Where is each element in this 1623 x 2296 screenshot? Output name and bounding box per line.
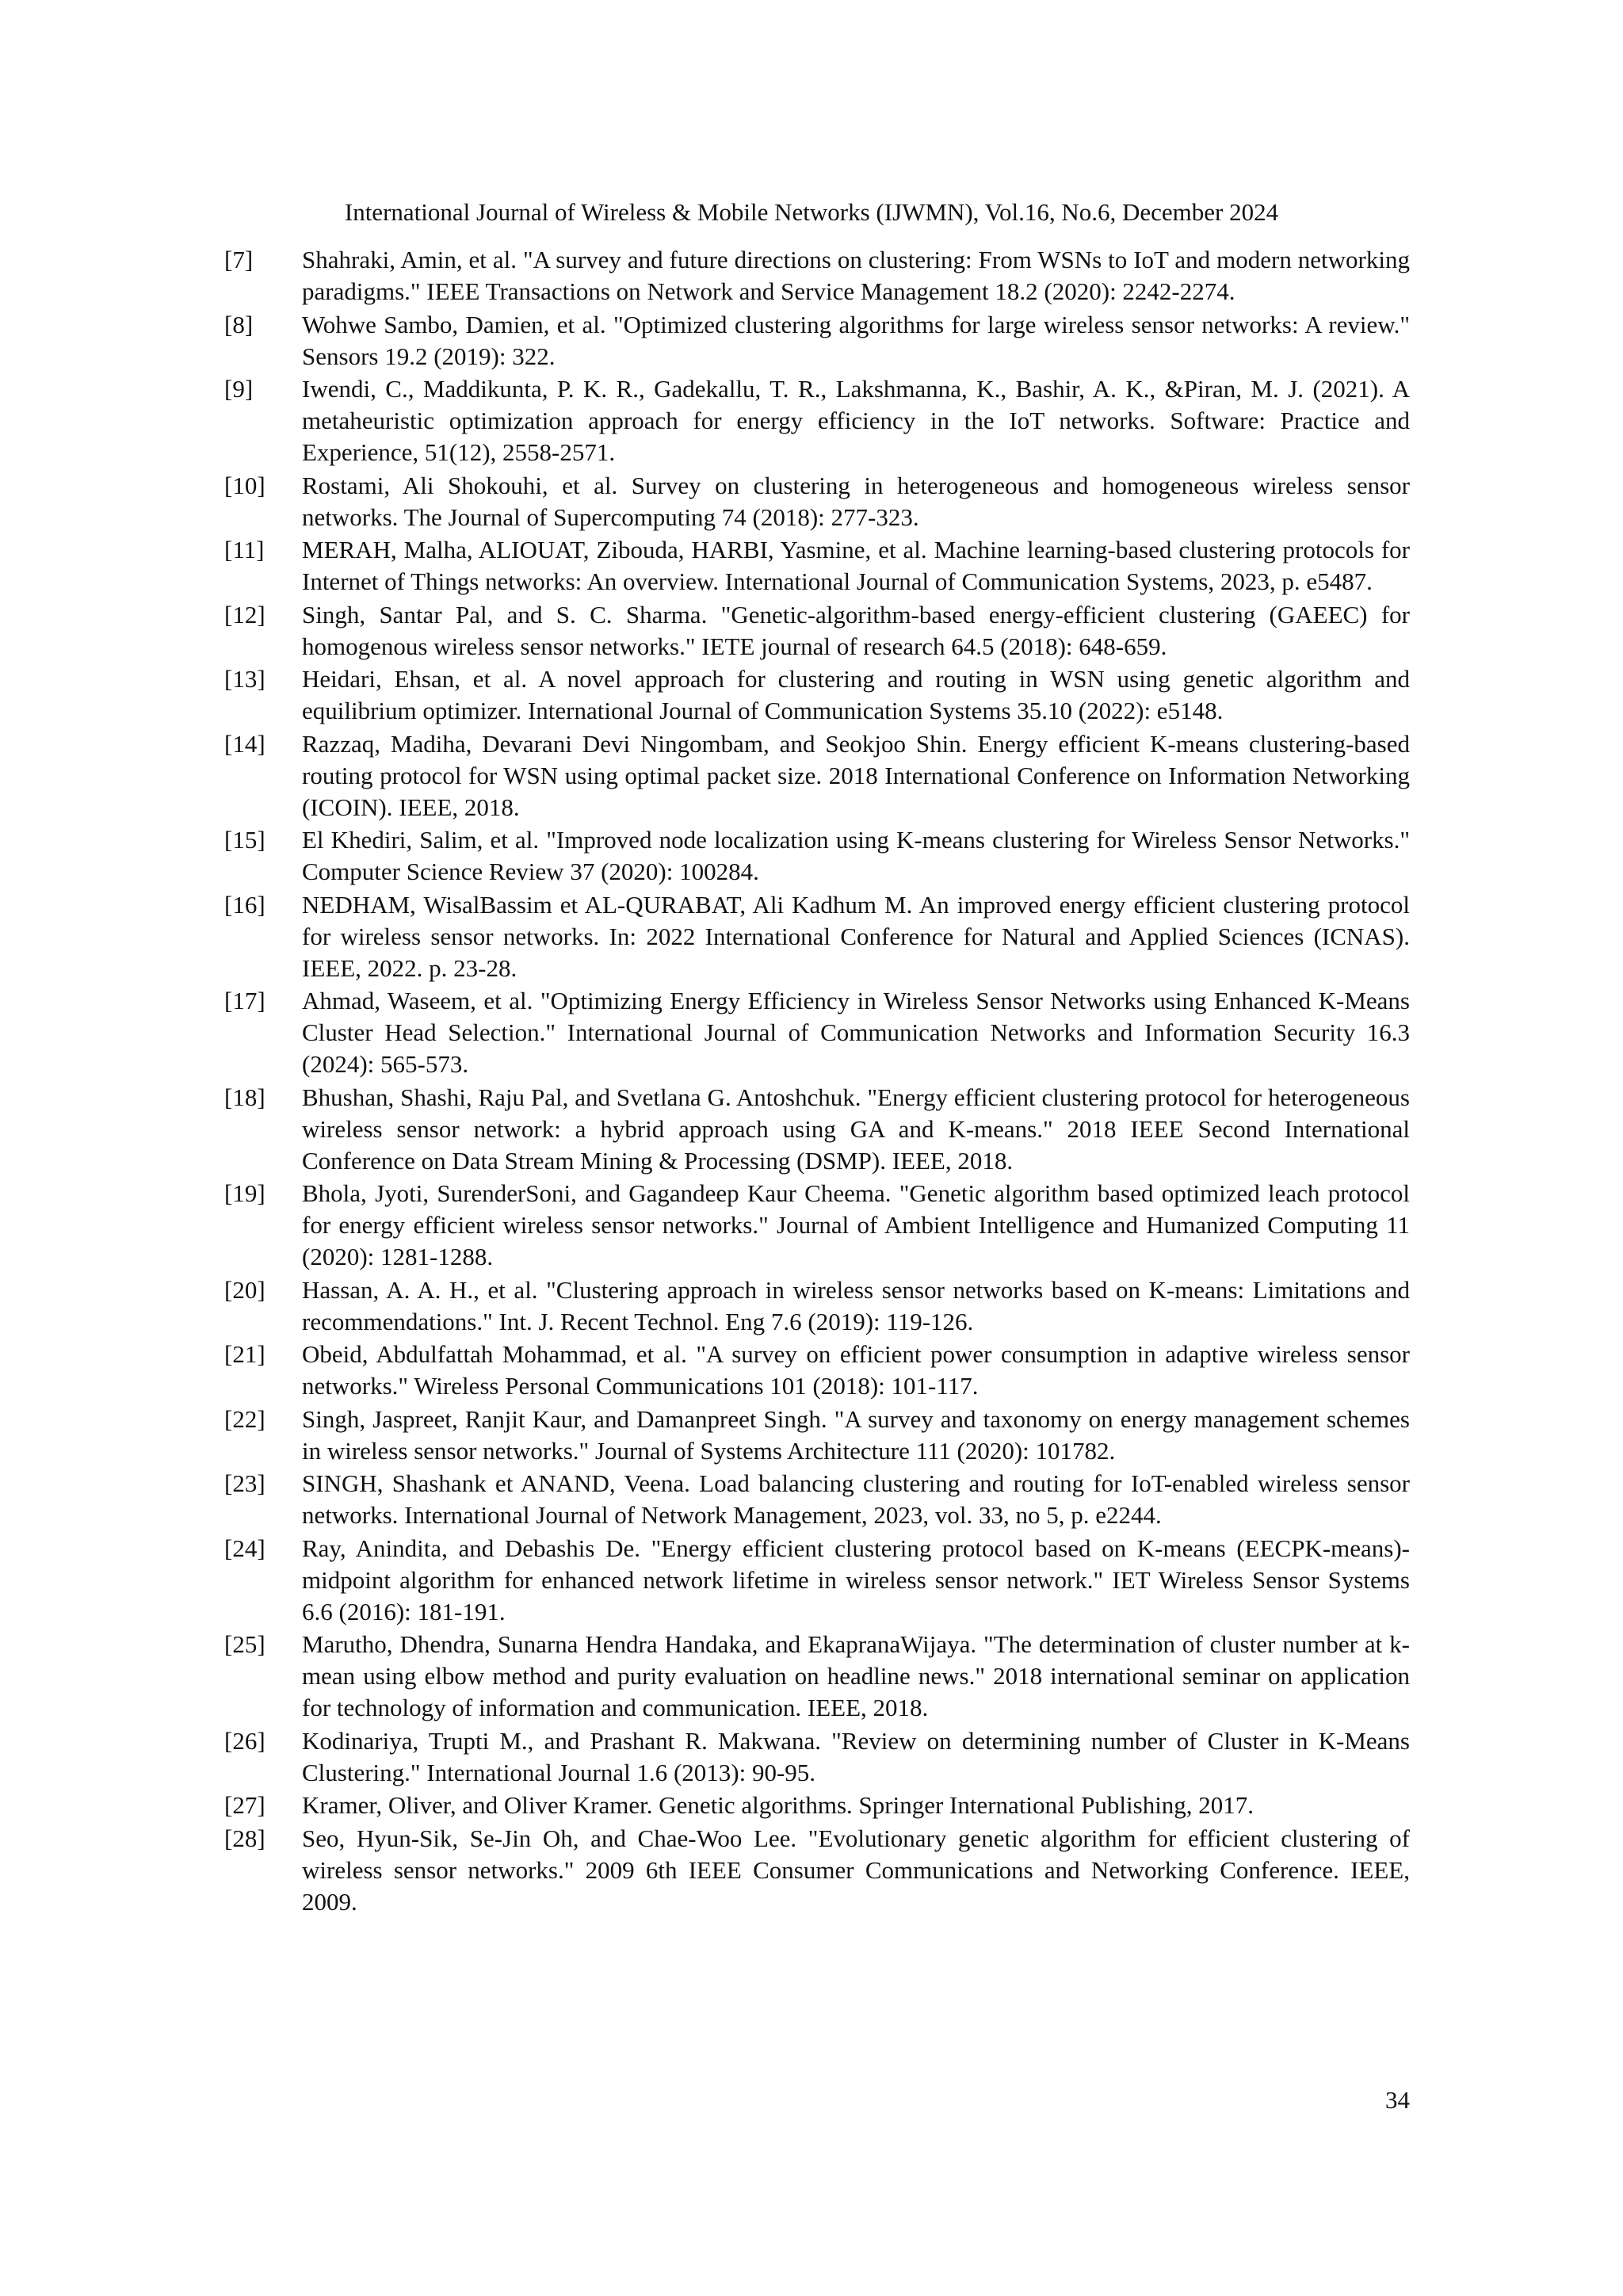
reference-text: Kramer, Oliver, and Oliver Kramer. Genetic algorithms. Springer International Publishing, 2017. [302,1791,1254,1819]
reference-item [224,728,1410,823]
reference-text: Ray, Anindita, and Debashis De. "Energy efficient clustering protocol based on K-means (EECPK-means)-midpoint algorithm for enhanced network lifetime in wireless sensor network." IET Wireless Sensor Systems 6.6 (2016): 181-191. [302,1534,1410,1626]
reference-item [224,889,1410,984]
reference-text: Singh, Santar Pal, and S. C. Sharma. "Genetic-algorithm-based energy-efficient clustering (GAEEC) for homogenous wireless sensor networks." IETE journal of research 64.5 (2018): 648-659. [302,600,1410,660]
reference-item [224,1823,1410,1918]
reference-text: NEDHAM, WisalBassim et AL-QURABAT, Ali Kadhum M. An improved energy efficient clustering protocol for wireless sensor networks. In: 2022 International Conference for Natural and Applied Sciences (ICNAS). IEEE, 2022. p. 23-28. [302,890,1410,982]
reference-number: [23] [224,1469,265,1497]
reference-number: [26] [224,1726,265,1755]
reference-text: Shahraki, Amin, et al. "A survey and future directions on clustering: From WSNs to IoT and modern networking paradigms." IEEE Transactions on Network and Service Management 18.2 (2020): 2242-2274. [302,246,1410,305]
reference-item [224,1082,1410,1177]
reference-text: MERAH, Malha, ALIOUAT, Zibouda, HARBI, Yasmine, et al. Machine learning-based clustering protocols for Internet of Things networks: An overview. International Journal of Communication Systems, 2023, p. e5487. [302,536,1410,595]
reference-text: Rostami, Ali Shokouhi, et al. Survey on clustering in heterogeneous and homogeneous wireless sensor networks. The Journal of Supercomputing 74 (2018): 277-323. [302,471,1410,531]
reference-number: [13] [224,665,265,693]
reference-number: [25] [224,1630,265,1658]
reference-text: Hassan, A. A. H., et al. "Clustering approach in wireless sensor networks based on K-means: Limitations and recommendations." Int. J. Recent Technol. Eng 7.6 (2019): 119-126. [302,1275,1410,1335]
reference-item [224,1339,1410,1402]
reference-item [224,985,1410,1080]
reference-text: Razzaq, Madiha, Devarani Devi Ningombam, and Seokjoo Shin. Energy efficient K-means clustering-based routing protocol for WSN using optimal packet size. 2018 International Conference on Information Networking (ICOIN). IEEE, 2018. [302,729,1410,821]
reference-number: [19] [224,1179,265,1207]
reference-number: [11] [224,536,265,563]
reference-item [224,1404,1410,1467]
reference-number: [15] [224,826,265,854]
reference-number: [17] [224,987,265,1014]
reference-number: [7] [224,246,254,273]
reference-item [224,309,1410,372]
reference-number: [21] [224,1340,265,1368]
reference-text: Wohwe Sambo, Damien, et al. "Optimized clustering algorithms for large wireless sensor networks: A review." Sensors 19.2 (2019): 322. [302,310,1410,370]
reference-number: [8] [224,310,254,338]
reference-item [224,1468,1410,1531]
reference-item [224,1725,1410,1789]
reference-number: [16] [224,890,265,919]
reference-item [224,534,1410,598]
reference-item [224,1178,1410,1273]
reference-text: Ahmad, Waseem, et al. "Optimizing Energy Efficiency in Wireless Sensor Networks using Enhanced K-Means Cluster Head Selection." International Journal of Communication Networks and Information Security 16.3 (2024): 565-573. [302,987,1410,1078]
page-number: 34 [1385,2086,1410,2114]
reference-item [224,824,1410,888]
reference-number: [24] [224,1534,265,1562]
reference-list [224,244,1410,1919]
reference-text: Marutho, Dhendra, Sunarna Hendra Handaka, and EkapranaWijaya. "The determination of cluster number at k-mean using elbow method and purity evaluation on headline news." 2018 international seminar on application for technology of information and communication. IEEE, 2018. [302,1630,1410,1721]
running-header: International Journal of Wireless & Mobile Networks (IJWMN), Vol.16, No.6, December 2024 [344,198,1279,226]
reference-item [224,663,1410,727]
reference-number: [10] [224,471,265,499]
reference-number: [28] [224,1824,265,1852]
reference-text: Singh, Jaspreet, Ranjit Kaur, and Damanpreet Singh. "A survey and taxonomy on energy management schemes in wireless sensor networks." Journal of Systems Architecture 111 (2020): 101782. [302,1404,1410,1465]
reference-item [224,1790,1410,1821]
reference-item [224,1274,1410,1338]
reference-text: SINGH, Shashank et ANAND, Veena. Load balancing clustering and routing for IoT-enabled wireless sensor networks. International Journal of Network Management, 2023, vol. 33, no 5, p. e2244. [302,1469,1410,1529]
reference-number: [27] [224,1791,265,1819]
reference-item [224,1533,1410,1628]
reference-item [224,470,1410,533]
reference-text: Heidari, Ehsan, et al. A novel approach for clustering and routing in WSN using genetic algorithm and equilibrium optimizer. International Journal of Communication Systems 35.10 (2022): e5148. [302,665,1410,724]
reference-number: [9] [224,375,254,403]
reference-text: Iwendi, C., Maddikunta, P. K. R., Gadekallu, T. R., Lakshmanna, K., Bashir, A. K., &Piran, M. J. (2021). A metaheuristic optimization approach for energy efficiency in the IoT networks. Software: Practice and Experience, 51(12), 2558-2571. [302,375,1410,466]
reference-text: Kodinariya, Trupti M., and Prashant R. Makwana. "Review on determining number of Cluster in K-Means Clustering." International Journal 1.6 (2013): 90-95. [302,1726,1410,1786]
reference-text: Seo, Hyun-Sik, Se-Jin Oh, and Chae-Woo Lee. "Evolutionary genetic algorithm for efficient clustering of wireless sensor networks." 2009 6th IEEE Consumer Communications and Networking Conference. IEEE, 2009. [302,1824,1410,1916]
reference-number: [22] [224,1404,265,1433]
reference-text: El Khediri, Salim, et al. "Improved node localization using K-means clustering for Wireless Sensor Networks." Computer Science Review 37 (2020): 100284. [302,826,1410,885]
reference-text: Bhola, Jyoti, SurenderSoni, and Gagandeep Kaur Cheema. "Genetic algorithm based optimized leach protocol for energy efficient wireless sensor networks." Journal of Ambient Intelligence and Humanized Computing 11 (2020): 1281-1288. [302,1179,1410,1270]
reference-item [224,373,1410,468]
reference-item [224,244,1410,308]
reference-item [224,599,1410,663]
reference-text: Obeid, Abdulfattah Mohammad, et al. "A survey on efficient power consumption in adaptive wireless sensor networks." Wireless Personal Communications 101 (2018): 101-117. [302,1340,1410,1400]
reference-number: [20] [224,1275,265,1304]
reference-number: [12] [224,600,265,628]
reference-text: Bhushan, Shashi, Raju Pal, and Svetlana G. Antoshchuk. "Energy efficient clustering protocol for heterogeneous wireless sensor network: a hybrid approach using GA and K-means." 2018 IEEE Second International Conference on Data Stream Mining & Processing (DSMP). IEEE, 2018. [302,1083,1410,1175]
reference-number: [14] [224,729,265,758]
reference-item [224,1629,1410,1724]
reference-number: [18] [224,1083,265,1111]
